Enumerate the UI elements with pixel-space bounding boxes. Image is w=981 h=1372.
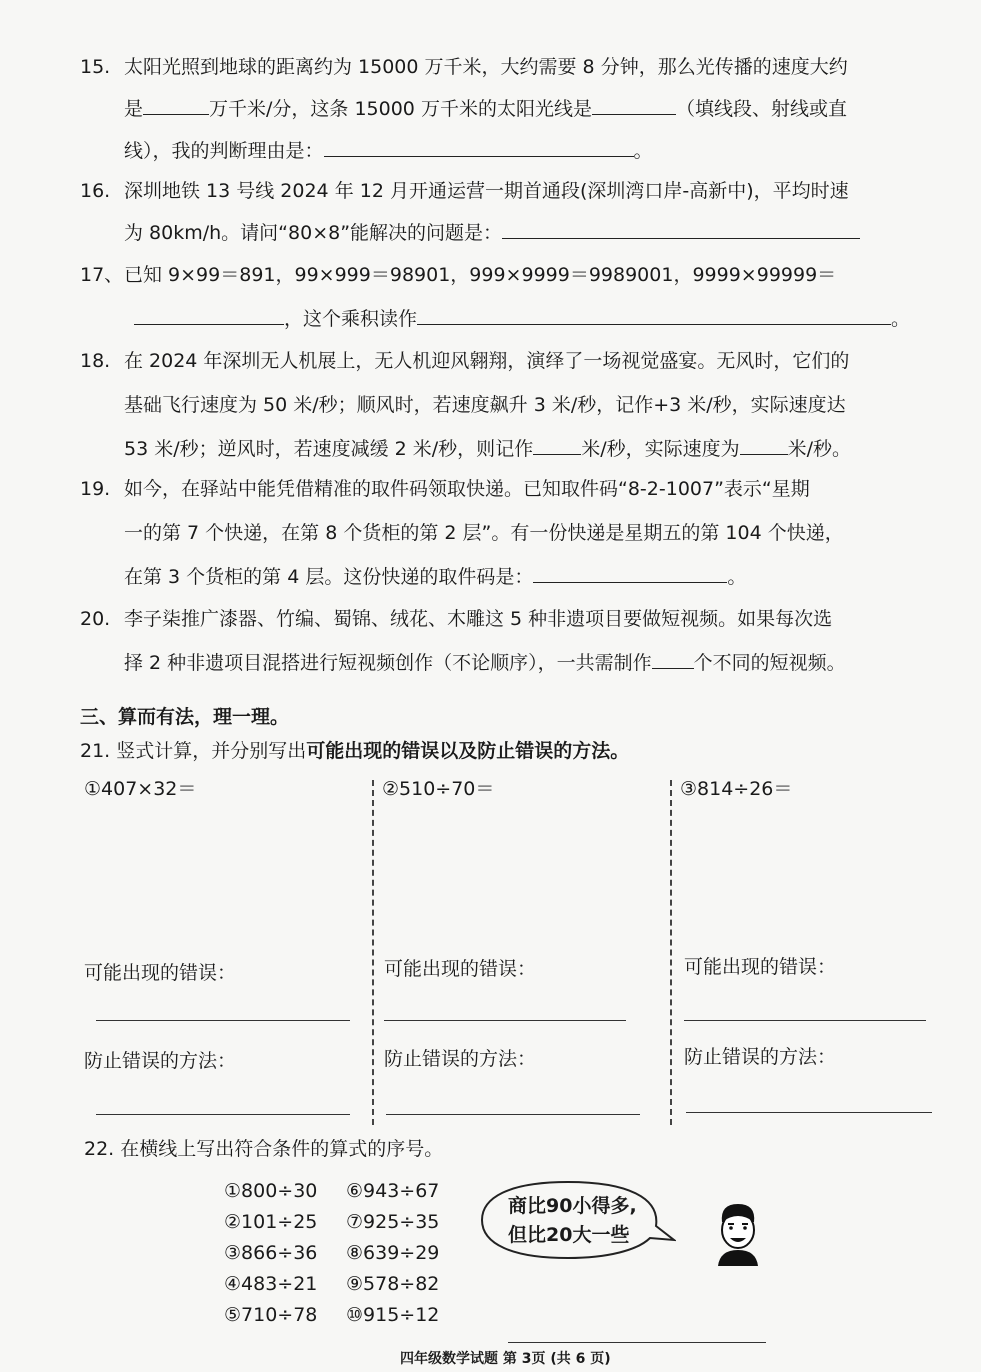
question-number: 20. xyxy=(80,608,111,630)
question-text: 深圳地铁 13 号线 2024 年 12 月开通运营一期首通段(深圳湾口岸-高新中)，平均时速 xyxy=(124,180,849,202)
method-answer-line[interactable] xyxy=(96,1114,350,1115)
question-text: 择 2 种非遗项目混搭进行短视频创作（不论顺序），一共需制作 xyxy=(124,652,652,674)
bubble-line: 但比20大一些 xyxy=(508,1224,630,1246)
question-number: 15. xyxy=(80,56,111,78)
question-number: 18. xyxy=(80,350,111,372)
question-text: 53 米/秒；逆风时，若速度减缓 2 米/秒，则记作 xyxy=(124,438,534,460)
question-text-bold: 可能出现的错误以及防止错误的方法。 xyxy=(306,740,630,762)
column-divider xyxy=(670,780,672,1125)
question-number: 19. xyxy=(80,478,111,500)
calc-expression-1: ①407×32＝ xyxy=(84,778,197,800)
option-item: ⑥943÷67 xyxy=(346,1180,440,1202)
answer-blank[interactable] xyxy=(143,90,209,115)
question-text: 在第 3 个货柜的第 4 层。这份快递的取件码是： xyxy=(124,566,534,588)
question-text: （填线段、射线或直 xyxy=(675,98,847,120)
option-item: ⑤710÷78 xyxy=(224,1304,318,1326)
option-item: ⑦925÷35 xyxy=(346,1211,440,1233)
method-label: 防止错误的方法： xyxy=(684,1046,837,1068)
calc-expression-2: ②510÷70＝ xyxy=(382,778,495,800)
boy-avatar-icon xyxy=(712,1200,764,1266)
error-answer-line[interactable] xyxy=(96,1020,350,1021)
answer-blank[interactable] xyxy=(417,300,891,325)
method-label: 防止错误的方法： xyxy=(84,1050,237,1072)
bubble-line: 商比90小得多, xyxy=(508,1195,637,1217)
answer-blank[interactable] xyxy=(592,90,676,115)
error-label: 可能出现的错误： xyxy=(84,962,237,984)
question-text: 米/秒。 xyxy=(787,438,852,460)
question-text: 线），我的判断理由是： xyxy=(124,140,324,162)
question-text: 在 2024 年深圳无人机展上，无人机迎风翱翔，演绎了一场视觉盛宴。无风时，它们的 xyxy=(124,350,850,372)
question-number: 17、 xyxy=(80,264,124,286)
error-label: 可能出现的错误： xyxy=(684,956,837,978)
question-21-prompt xyxy=(80,736,629,763)
question-text: 李子柒推广漆器、竹编、蜀锦、绒花、木雕这 5 种非遗项目要做短视频。如果每次选 xyxy=(124,608,833,630)
method-label: 防止错误的方法： xyxy=(384,1048,537,1070)
question-text: 是 xyxy=(124,98,144,120)
bubble-text xyxy=(508,1192,637,1250)
answer-blank[interactable] xyxy=(533,430,581,455)
method-answer-line[interactable] xyxy=(686,1112,932,1113)
option-item: ④483÷21 xyxy=(224,1273,318,1295)
option-item: ⑨578÷82 xyxy=(346,1273,440,1295)
page-footer: 四年级数学试题 第 3页 (共 6 页) xyxy=(400,1351,611,1367)
question-text: ，这个乘积读作 xyxy=(284,308,418,330)
question-text: 基础飞行速度为 50 米/秒；顺风时，若速度飙升 3 米/秒，记作+3 米/秒，实际速度达 xyxy=(124,394,846,416)
option-item: ③866÷36 xyxy=(224,1242,318,1264)
option-item: ②101÷25 xyxy=(224,1211,318,1233)
method-answer-line[interactable] xyxy=(386,1114,640,1115)
error-answer-line[interactable] xyxy=(684,1020,926,1021)
option-item: ⑩915÷12 xyxy=(346,1304,440,1326)
answer-blank[interactable] xyxy=(740,430,788,455)
error-answer-line[interactable] xyxy=(384,1020,626,1021)
question-text: 。 xyxy=(891,308,911,330)
question-text: 个不同的短视频。 xyxy=(693,652,846,674)
answer-blank[interactable] xyxy=(652,644,694,669)
question-text: 一的第 7 个快递，在第 8 个货柜的第 2 层”。有一份快递是星期五的第 104 个快递， xyxy=(124,522,844,544)
answer-blank[interactable] xyxy=(533,558,727,583)
answer-line[interactable] xyxy=(508,1342,766,1343)
question-text: 为 80km/h。请问“80×8”能解决的问题是： xyxy=(124,222,503,244)
section-heading: 三、算而有法，理一理。 xyxy=(80,706,290,728)
answer-blank[interactable] xyxy=(324,132,634,157)
option-item: ⑧639÷29 xyxy=(346,1242,440,1264)
column-divider xyxy=(372,780,374,1125)
question-text: 太阳光照到地球的距离约为 15000 万千米，大约需要 8 分钟，那么光传播的速度大约 xyxy=(124,56,848,78)
calc-expression-3: ③814÷26＝ xyxy=(680,778,793,800)
question-text: 万千米/分，这条 15000 万千米的太阳光线是 xyxy=(209,98,592,120)
answer-blank[interactable] xyxy=(134,300,284,325)
question-22-prompt: 22. 在横线上写出符合条件的算式的序号。 xyxy=(84,1138,444,1160)
question-text: 如今，在驿站中能凭借精准的取件码领取快递。已知取件码“8-2-1007”表示“星期 xyxy=(124,478,810,500)
answer-blank[interactable] xyxy=(502,214,860,239)
question-text: 。 xyxy=(633,140,653,162)
error-label: 可能出现的错误： xyxy=(384,958,537,980)
question-number: 16. xyxy=(80,180,111,202)
question-text: 。 xyxy=(727,566,747,588)
question-text: 21. 竖式计算，并分别写出 xyxy=(80,740,307,762)
option-item: ①800÷30 xyxy=(224,1180,318,1202)
question-text: 米/秒，实际速度为 xyxy=(581,438,740,460)
question-text: 已知 9×99＝891，99×999＝98901，999×9999＝9989001，9999×99999＝ xyxy=(124,264,837,286)
